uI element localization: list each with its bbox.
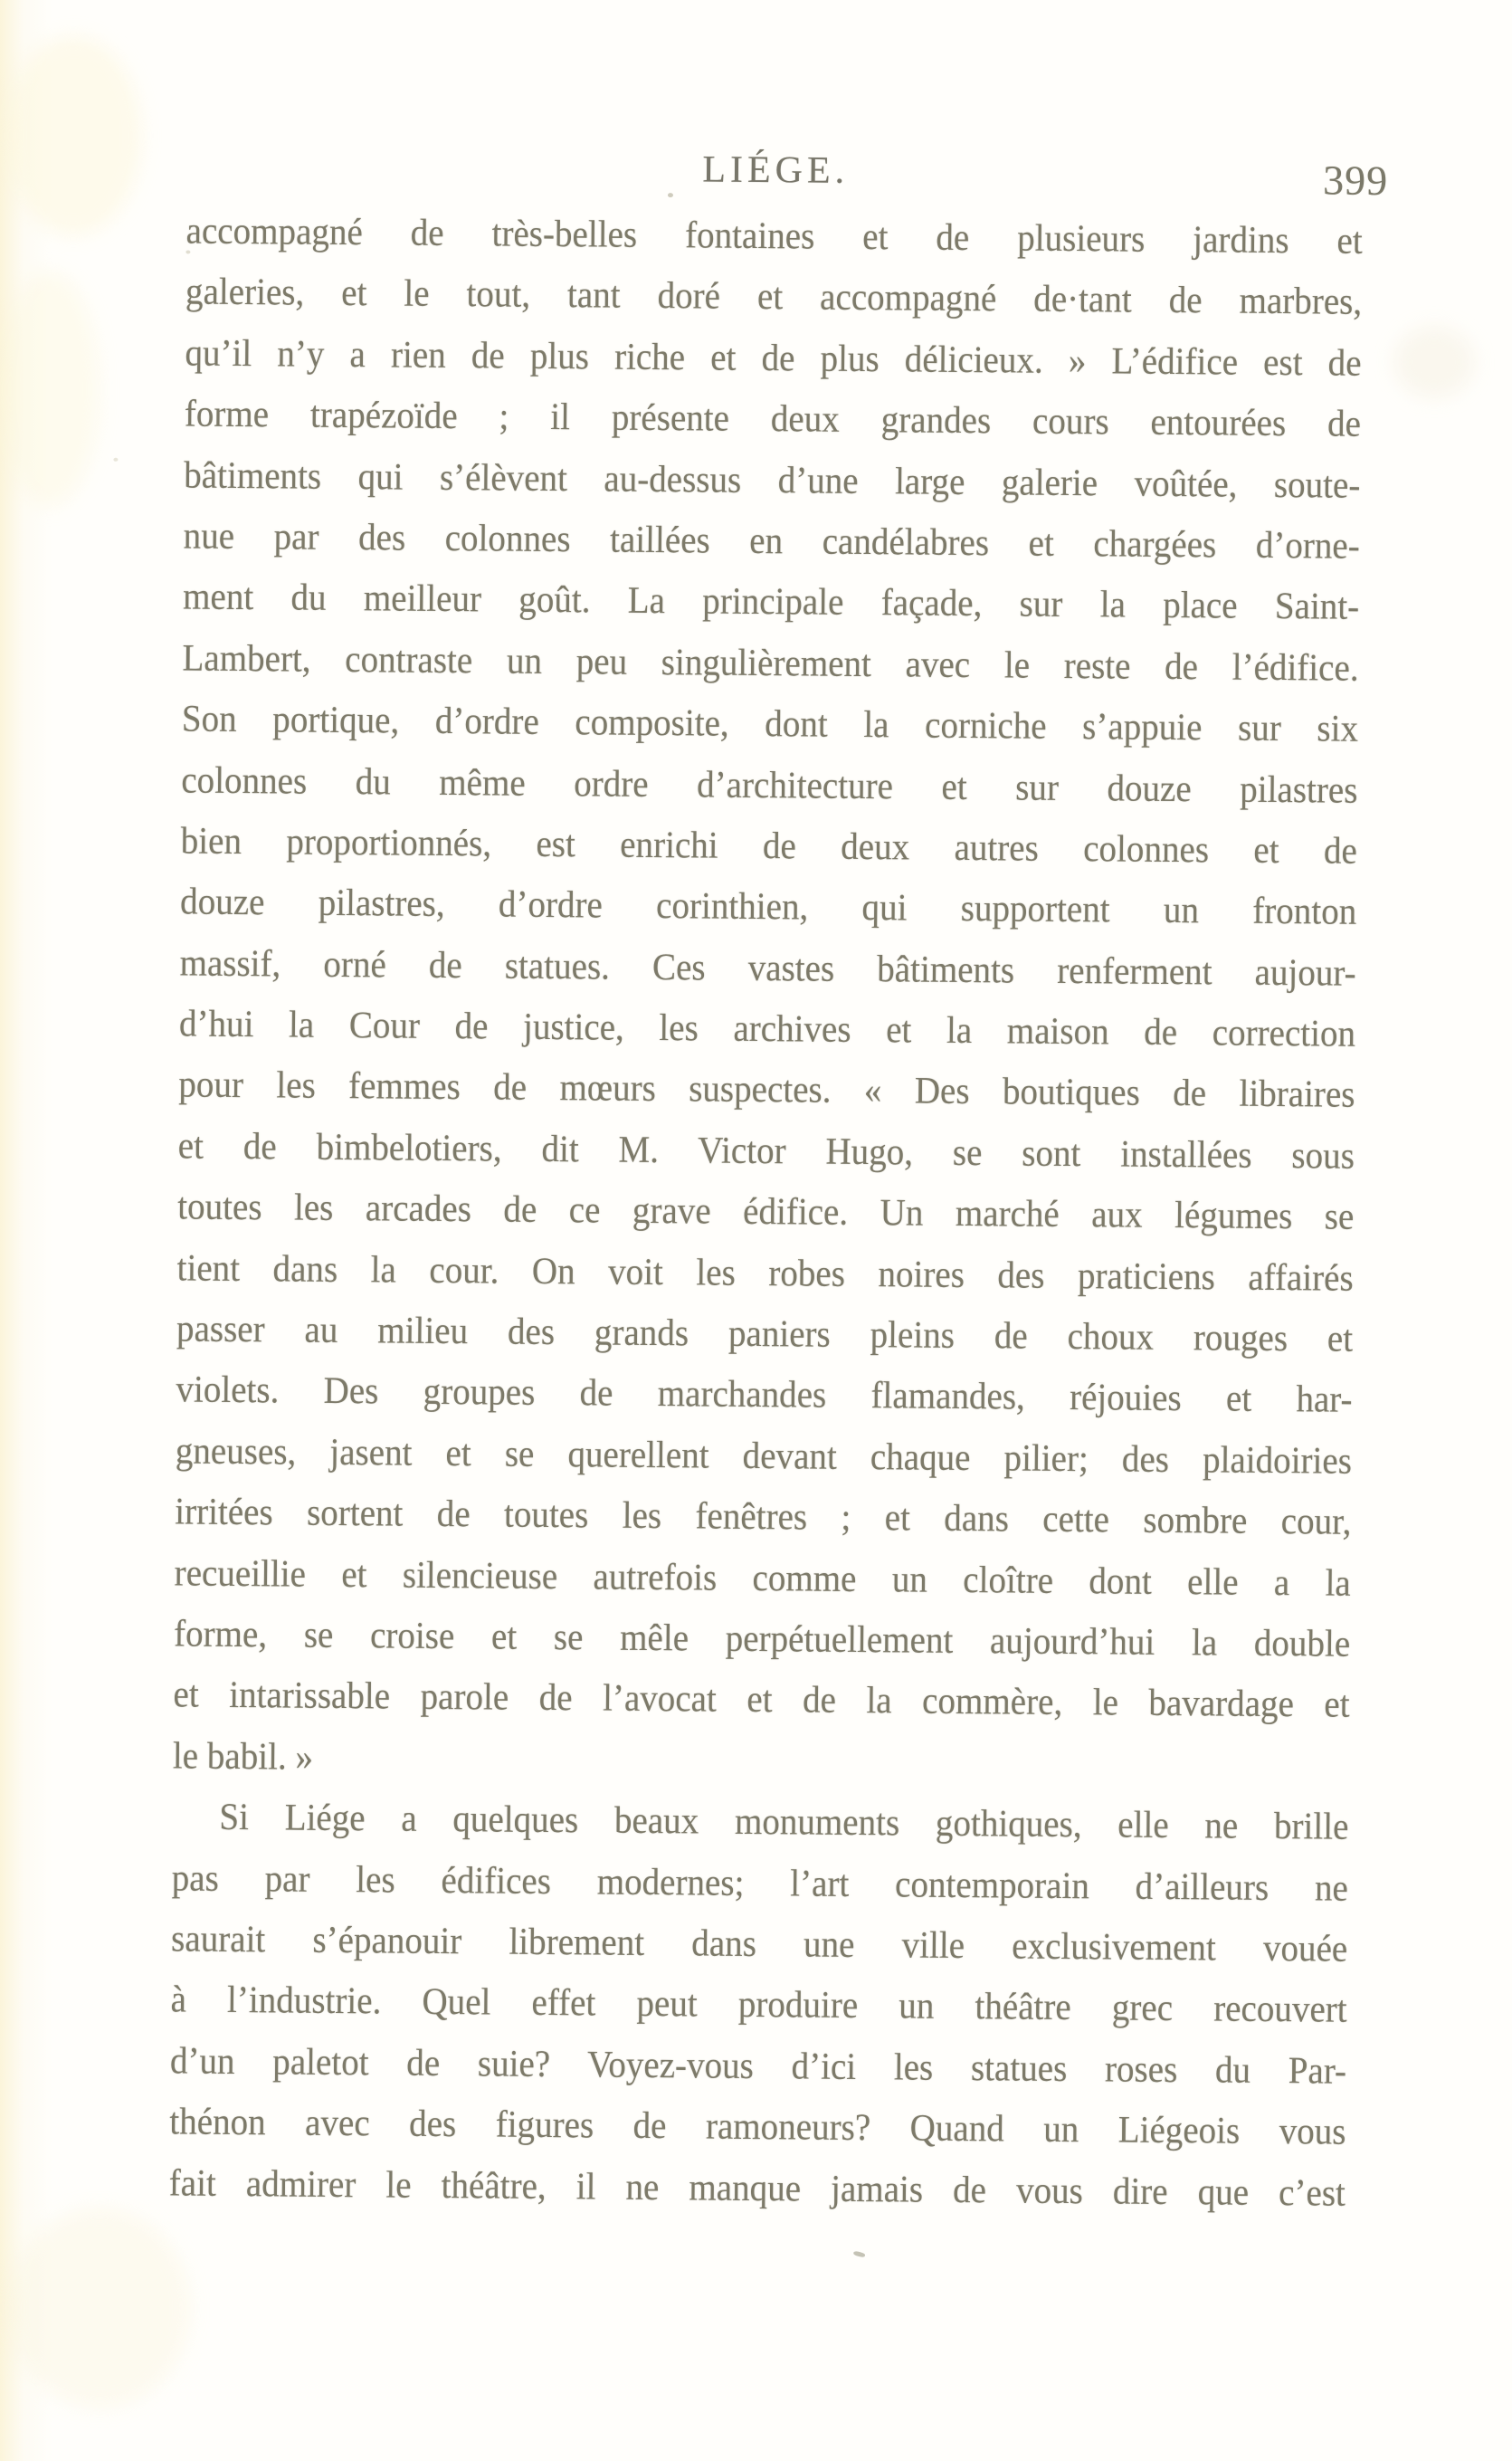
paragraph [168,1788,1348,2225]
text-line: bien proportionnés, est enrichi de deux autres colonnes et de [180,820,1358,873]
text-line: Son portique, d’ordre composite, dont la corniche s’appuie sur six [181,698,1359,750]
scan-speck [113,458,118,462]
text-line: et de bimbelotiers, dit M. Victor Hugo, se sont installées sous [177,1125,1355,1178]
text-line: Lambert, contraste un peu singulièrement avec le reste de l’édifice. [182,637,1359,690]
text-line: violets. Des groupes de marchandes flamandes, réjouies et har- [176,1369,1353,1422]
text-line: bâtiments qui s’élèvent au-dessus d’une large galerie voûtée, soute- [184,454,1361,507]
text-line: toutes les arcades de ce grave édifice. Un marché aux légumes se [177,1186,1355,1239]
text-line: pour les femmes de mœurs suspectes. « Des boutiques de libraires [178,1064,1355,1117]
text-line: d’un paletot de suie? Voyez-vous d’ici les statues roses du Par- [169,2040,1347,2093]
text-line: galeries, et le tout, tant doré et accompagné de·tant de marbres, [185,271,1363,324]
text-line: à l’industrie. Quel effet peut produire un théâtre grec recouvert [170,1979,1347,2032]
text-line: fait admirer le théâtre, il ne manque jamais de vous dire que c’est [168,2161,1346,2215]
text-line: tient dans la cour. On voit les robes noires des praticiens affairés [176,1247,1354,1300]
text-line: recueillie et silencieuse autrefois comme un cloître dont elle a la [174,1552,1351,1605]
text-line: Si Liége a quelques beaux monuments gothiques, elle ne brille [219,1797,1349,1848]
text-line: saurait s’épanouir librement dans une ville exclusivement vouée [170,1918,1348,1970]
text-line: forme, se croise et se mêle perpétuellement aujourd’hui la double [173,1613,1351,1665]
paragraph [173,201,1363,1797]
text-line: et intarissable parole de l’avocat et de la commère, le bavardage et [173,1674,1350,1727]
text-line: d’hui la Cour de justice, les archives et la maison de correction [178,1003,1356,1055]
text-line: thénon avec des figures de ramoneurs? Quand un Liégeois vous [169,2101,1346,2153]
text-line: pas par les édifices modernes; l’art contemporain d’ailleurs ne [171,1856,1349,1910]
running-head [186,139,1389,205]
text-line: nue par des colonnes taillées en candélabres et chargées d’orne- [183,515,1360,568]
text-line: ment du meilleur goût. La principale façade, sur la place Saint- [182,576,1360,629]
running-head-title: LIÉGE. [702,148,850,192]
scan-speck [853,2250,866,2257]
page-number: 399 [1322,157,1389,205]
text-block [168,201,1362,2224]
text-line: qu’il n’y a rien de plus riche et de plus délicieux. » L’édifice est de [185,332,1362,385]
text-line: massif, orné de statues. Ces vastes bâtiments renferment aujour- [179,942,1356,995]
text-line: le babil. » [172,1735,314,1779]
text-line: colonnes du même ordre d’architecture et sur douze pilastres [181,758,1358,812]
text-line: forme trapézoïde ; il présente deux grandes cours entourées de [184,393,1362,445]
text-line: passer au milieu des grands paniers pleins de choux rouges et [176,1308,1354,1360]
text-line: douze pilastres, d’ordre corinthien, qui supportent un fronton [179,881,1357,934]
text-line: gneuses, jasent et se querellent devant chaque pilier; des plaidoiries [175,1430,1353,1483]
text-line: accompagné de très-belles fontaines et de plusieurs jardins et [185,210,1363,262]
text-line: irritées sortent de toutes les fenêtres ; et dans cette sombre cour, [175,1491,1352,1543]
